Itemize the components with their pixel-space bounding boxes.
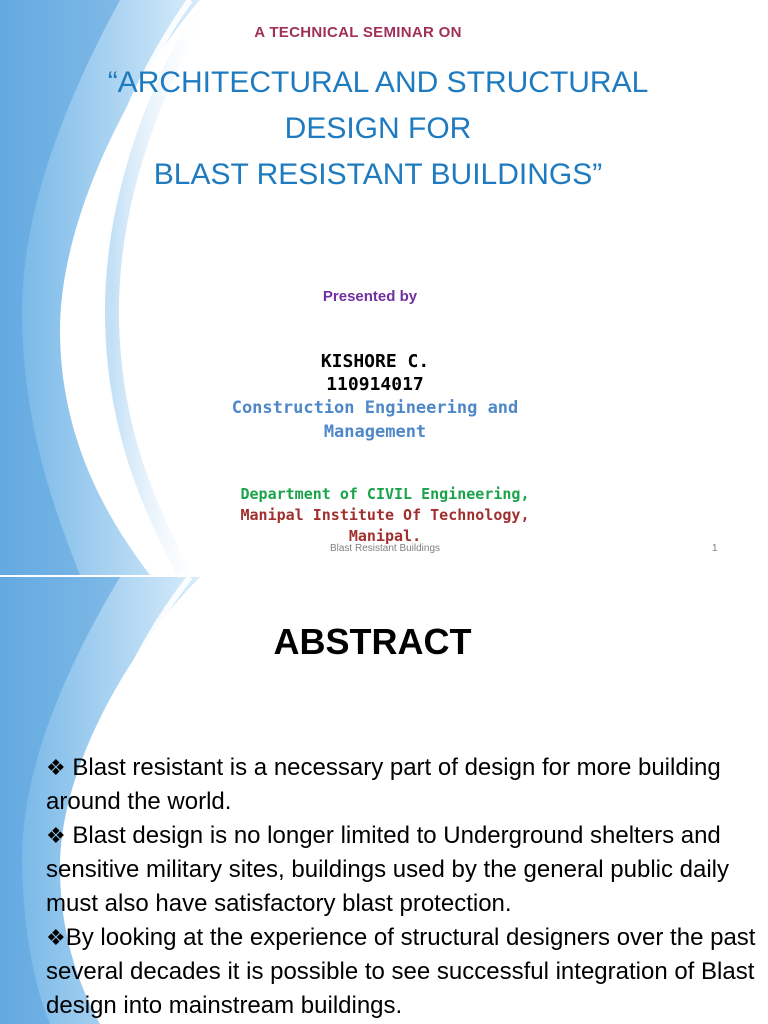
seminar-label: A TECHNICAL SEMINAR ON [254, 24, 462, 41]
presenter-id: 110914017 [326, 374, 424, 395]
presented-by-label: Presented by [322, 288, 418, 305]
presenter-block [0, 350, 750, 396]
diamond-four-bullet-icon: ❖ [46, 755, 66, 780]
diamond-four-bullet-icon: ❖ [46, 823, 66, 848]
department-name: Department of CIVIL Engineering, [240, 485, 530, 503]
institute-name: Manipal Institute Of Technology, [240, 506, 530, 524]
title-line: DESIGN FOR [284, 112, 472, 145]
page-number: 1 [712, 543, 718, 554]
diamond-four-bullet-icon: ❖ [46, 925, 66, 950]
list-item [46, 921, 768, 1023]
city-name: Manipal. [348, 527, 422, 545]
list-item [46, 819, 768, 921]
program-name: Construction Engineering and Management [231, 398, 519, 442]
bullet-text: Blast design is no longer limited to Underground shelters and sensitive military sites, buildings used by the general public daily must also have satisfactory blast protection. [46, 822, 730, 917]
presenter-name: KISHORE C. [320, 351, 430, 372]
presentation-title [40, 60, 716, 198]
list-item [46, 751, 768, 819]
title-line: BLAST RESISTANT BUILDINGS” [153, 158, 603, 191]
affiliation-block [150, 484, 620, 547]
bullet-text: By looking at the experience of structural designers over the past several decades it is possible to see successful integration of Blast design into mainstream buildings. [46, 924, 756, 1019]
bullet-text: Blast resistant is a necessary part of design for more building around the world. [46, 754, 721, 815]
slide-footer: Blast Resistant Buildings [329, 543, 441, 554]
abstract-bullet-list [46, 751, 768, 1023]
abstract-slide [0, 577, 768, 1024]
abstract-heading: ABSTRACT [273, 621, 472, 662]
title-line: “ARCHITECTURAL AND STRUCTURAL [107, 66, 649, 99]
